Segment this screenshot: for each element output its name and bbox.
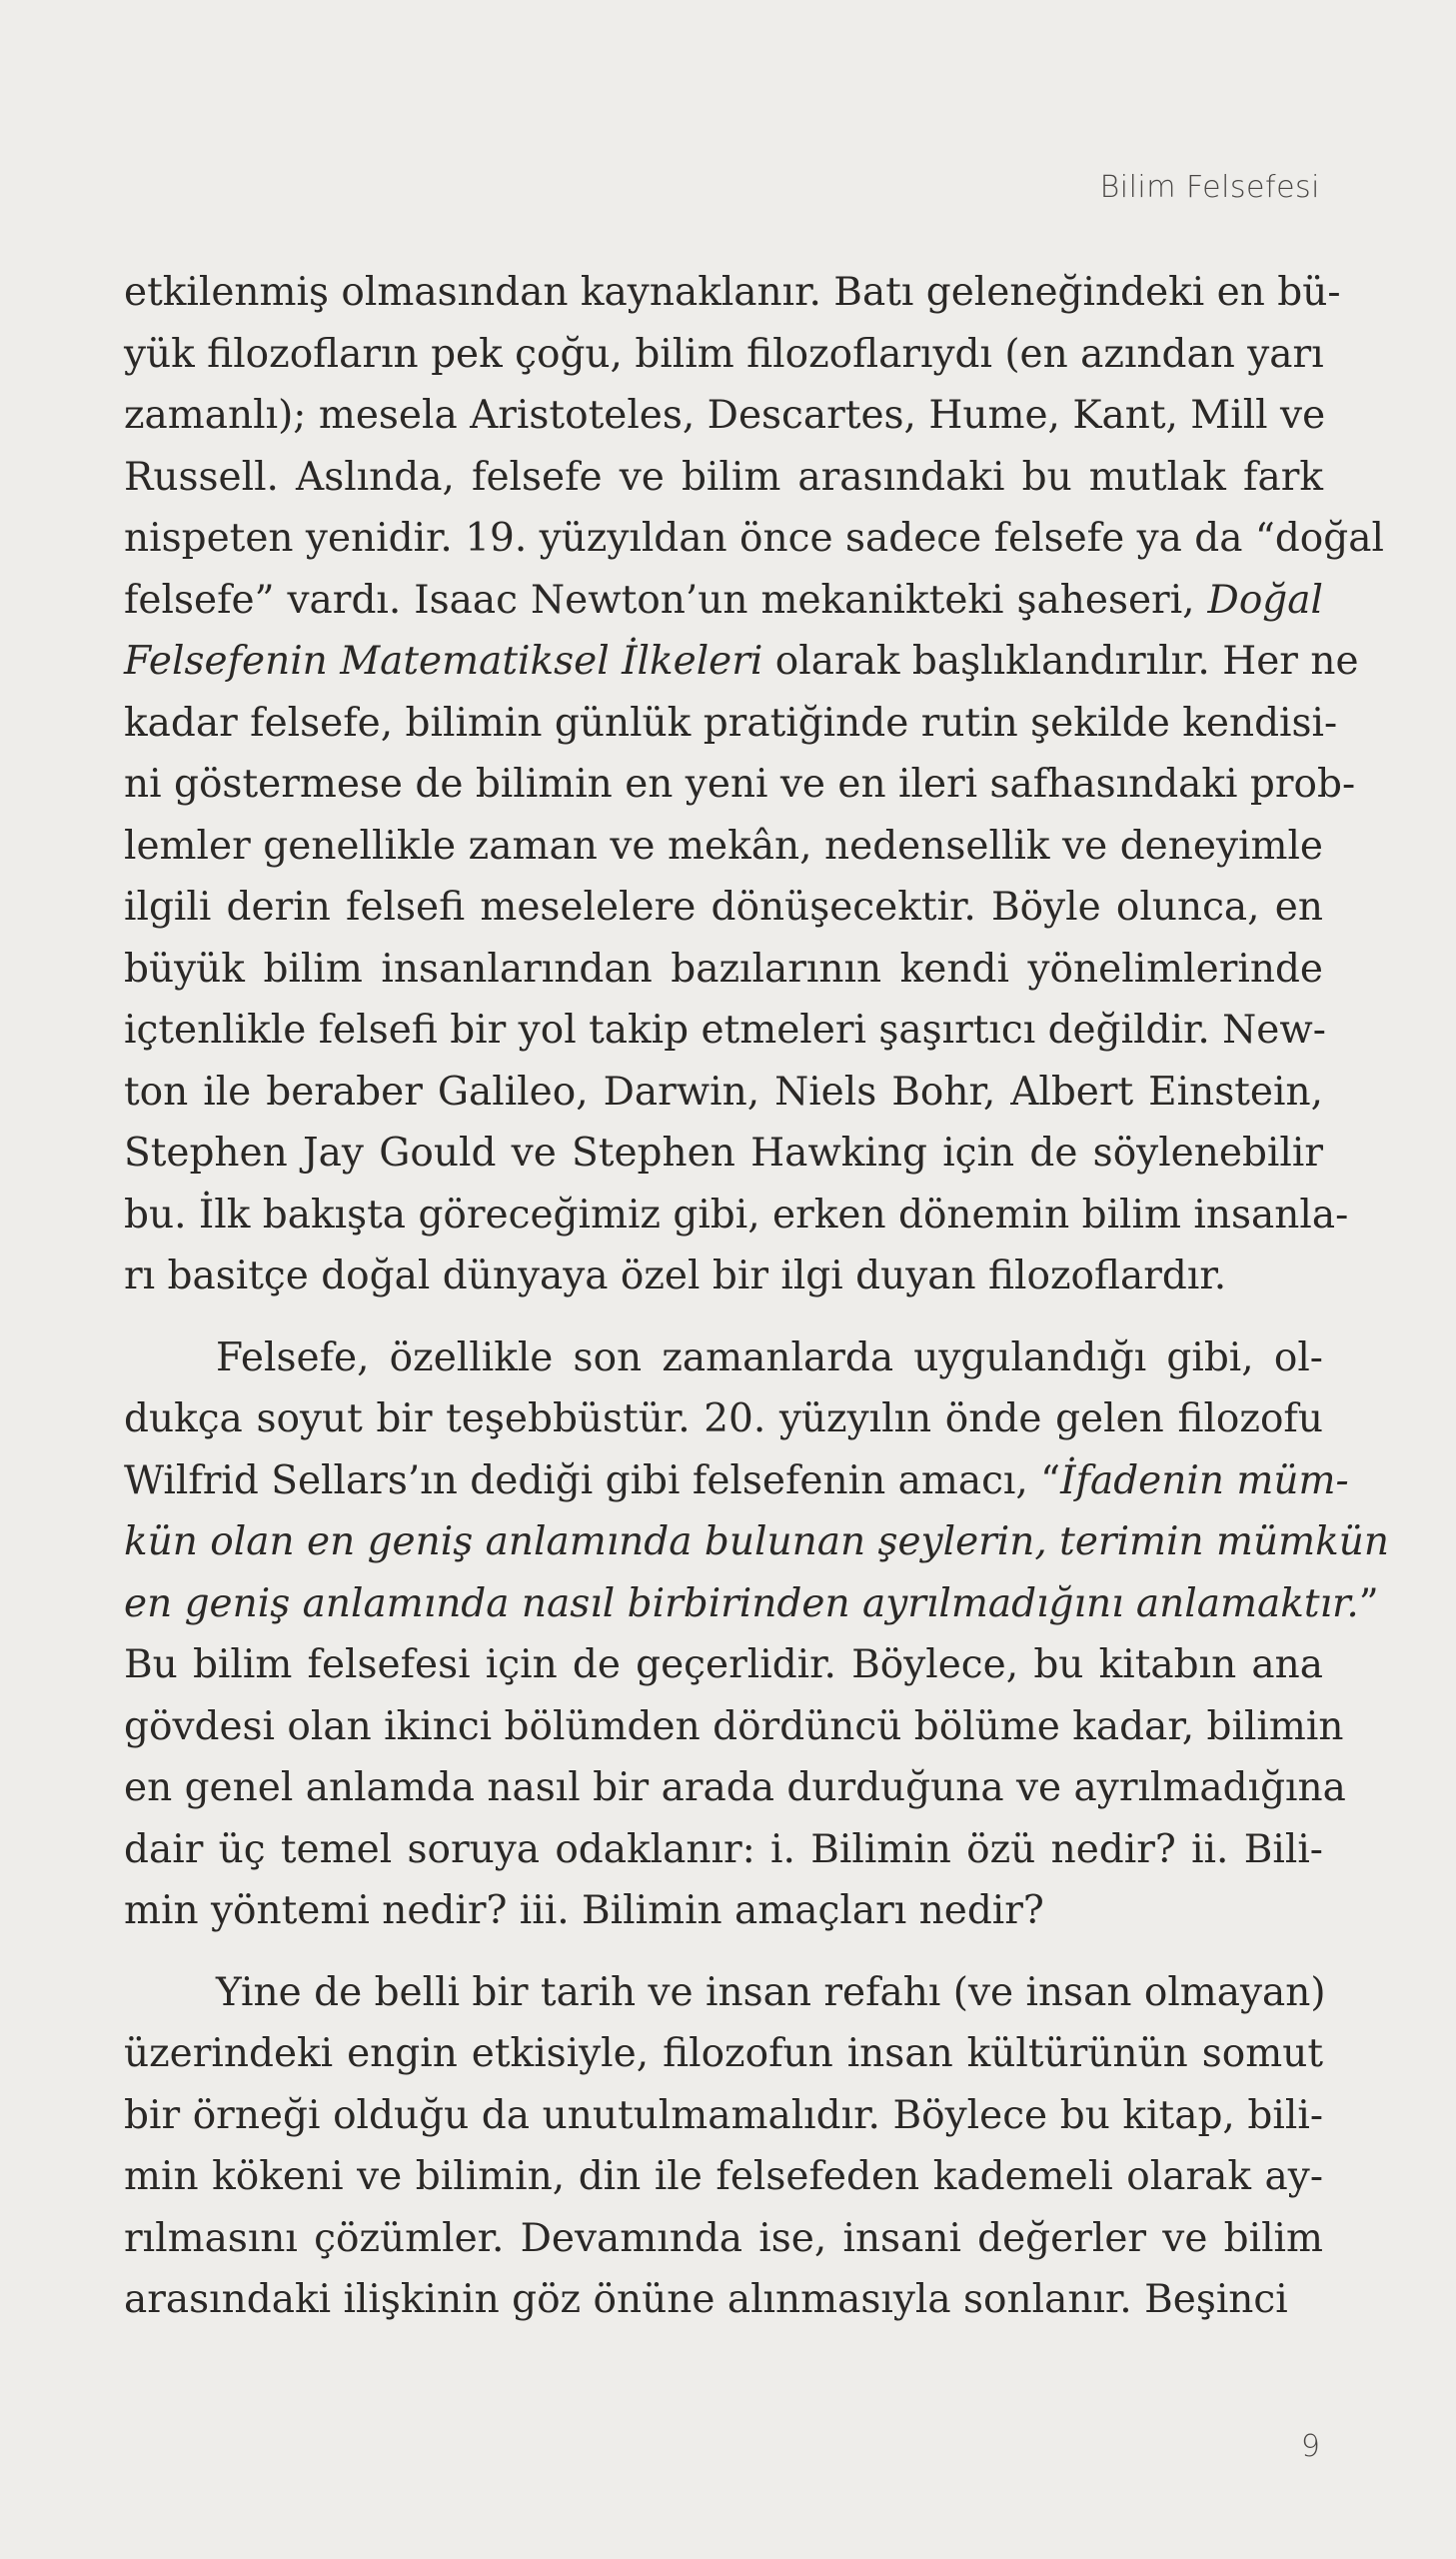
line-text: min yöntemi nedir? iii. Bilimin amaçları nedir?	[124, 1888, 1044, 1933]
text-line	[124, 1450, 1349, 1512]
line-text: en genel anlamda nasıl bir arada durduğuna ve ayrılmadığına	[124, 1765, 1346, 1810]
text-line	[124, 1962, 1326, 2024]
text-line	[124, 1757, 1346, 1819]
text-line	[124, 1819, 1323, 1881]
text-line	[124, 631, 1359, 693]
line-text: ilgili derin felsefi meselelere dönüşecektir. Böyle olunca, en	[124, 885, 1323, 930]
text-line	[124, 1327, 1323, 1389]
text-line	[124, 816, 1323, 878]
line-text: dukça soyut bir teşebbüstür. 20. yüzyılın önde gelen filozofu	[124, 1396, 1323, 1441]
line-text: rı basitçe doğal dünyaya özel bir ilgi duyan filozoflardır.	[124, 1254, 1227, 1298]
paragraph	[124, 1327, 1389, 1942]
body-text	[124, 262, 1389, 2331]
text-line	[124, 1696, 1344, 1758]
line-text: zamanlı); mesela Aristoteles, Descartes, Hume, Kant, Mill ve	[124, 393, 1326, 438]
line-text: ton ile beraber Galileo, Darwin, Niels Bohr, Albert Einstein,	[124, 1069, 1323, 1115]
text-line	[124, 1123, 1323, 1185]
text-line	[124, 1880, 1323, 1942]
line-text: dair üç temel soruya odaklanır: i. Bilimin özü nedir? ii. Bili-	[124, 1826, 1323, 1872]
line-text: kadar felsefe, bilimin günlük pratiğinde rutin şekilde kendisi-	[124, 700, 1338, 746]
line-text: üzerindeki engin etkisiyle, filozofun insan kültürünün somut	[124, 2031, 1323, 2076]
line-text: bir örneği olduğu da unutulmamalıdır. Böylece bu kitap, bili-	[124, 2092, 1323, 2138]
text-line	[124, 1000, 1326, 1062]
paragraph-spacer	[124, 1942, 1323, 1962]
text-line	[124, 570, 1323, 632]
line-text: nispeten yenidir. 19. yüzyıldan önce sadece felsefe ya da “doğal	[124, 516, 1384, 561]
text-line	[124, 939, 1323, 1001]
text-line	[124, 2269, 1323, 2331]
line-text: lemler genellikle zaman ve mekân, nedensellik ve deneyimle	[124, 823, 1323, 869]
text-line	[124, 1062, 1323, 1124]
italic-text: İfadenin müm-	[1060, 1457, 1349, 1503]
text-line	[124, 1634, 1323, 1696]
line-text: olarak başlıklandırılır. Her ne	[762, 639, 1359, 684]
line-text: gövdesi olan ikinci bölümden dördüncü bölüme kadar, bilimin	[124, 1703, 1344, 1749]
italic-text: Felsefenin Matematiksel İlkeleri	[124, 639, 763, 684]
text-line	[124, 262, 1341, 324]
text-line	[124, 1388, 1323, 1450]
text-line	[124, 324, 1323, 386]
line-text: Russell. Aslında, felsefe ve bilim arasındaki bu mutlak fark	[124, 454, 1323, 500]
text-line	[124, 1511, 1389, 1573]
line-text: Yine de belli bir tarih ve insan refahı (ve insan olmayan)	[216, 1969, 1326, 2015]
italic-text: Doğal	[1207, 577, 1323, 623]
text-line	[124, 385, 1326, 447]
text-line	[124, 508, 1384, 570]
line-text: Felsefe, özellikle son zamanlarda uygulandığı gibi, ol-	[216, 1334, 1323, 1380]
text-line	[124, 2146, 1323, 2208]
paragraph-spacer	[124, 1307, 1323, 1327]
running-header: Bilim Felsefesi	[1099, 170, 1320, 205]
text-line	[124, 1185, 1349, 1247]
text-line	[124, 877, 1323, 939]
line-text: yük filozofların pek çoğu, bilim filozoflarıydı (en azından yarı	[124, 331, 1324, 377]
line-text: büyük bilim insanlarından bazılarının kendi yönelimlerinde	[124, 946, 1323, 992]
paragraph	[124, 1962, 1326, 2331]
line-text: Stephen Jay Gould ve Stephen Hawking için de söylenebilir	[124, 1131, 1323, 1176]
line-text: Wilfrid Sellars’ın dediği gibi felsefenin amacı, “	[124, 1457, 1061, 1503]
line-text: etkilenmiş olmasından kaynaklanır. Batı geleneğindeki en bü-	[124, 270, 1341, 315]
line-text: arasındaki ilişkinin göz önüne alınmasıyla sonlanır. Beşinci	[124, 2277, 1288, 2322]
text-line	[124, 1573, 1379, 1635]
text-line	[124, 2085, 1323, 2147]
line-text: içtenlikle felsefi bir yol takip etmeleri şaşırtıcı değildir. New-	[124, 1008, 1326, 1053]
text-line	[124, 754, 1356, 816]
text-line	[124, 2023, 1323, 2085]
page-number: 9	[1300, 2429, 1320, 2464]
italic-text: en geniş anlamında nasıl birbirinden ayrılmadığını anlamaktır.	[124, 1580, 1359, 1626]
text-line	[124, 1246, 1323, 1307]
italic-text: kün olan en geniş anlamında bulunan şeylerin, terimin mümkün	[124, 1519, 1389, 1564]
line-text: rılmasını çözümler. Devamında ise, insani değerler ve bilim	[124, 2215, 1323, 2261]
line-text: bu. İlk bakışta göreceğimiz gibi, erken dönemin bilim insanla-	[124, 1192, 1349, 1238]
line-text: min kökeni ve bilimin, din ile felsefeden kademeli olarak ay-	[124, 2154, 1323, 2199]
line-text: ”	[1358, 1580, 1379, 1626]
line-text: felsefe” vardı. Isaac Newton’un mekanikteki şaheseri,	[124, 577, 1208, 623]
text-line	[124, 693, 1338, 755]
line-text: ni göstermese de bilimin en yeni ve en ileri safhasındaki prob-	[124, 762, 1356, 807]
paragraph	[124, 262, 1384, 1307]
text-line	[124, 447, 1323, 509]
text-line	[124, 2208, 1323, 2270]
line-text: Bu bilim felsefesi için de geçerlidir. Böylece, bu kitabın ana	[124, 1642, 1323, 1687]
